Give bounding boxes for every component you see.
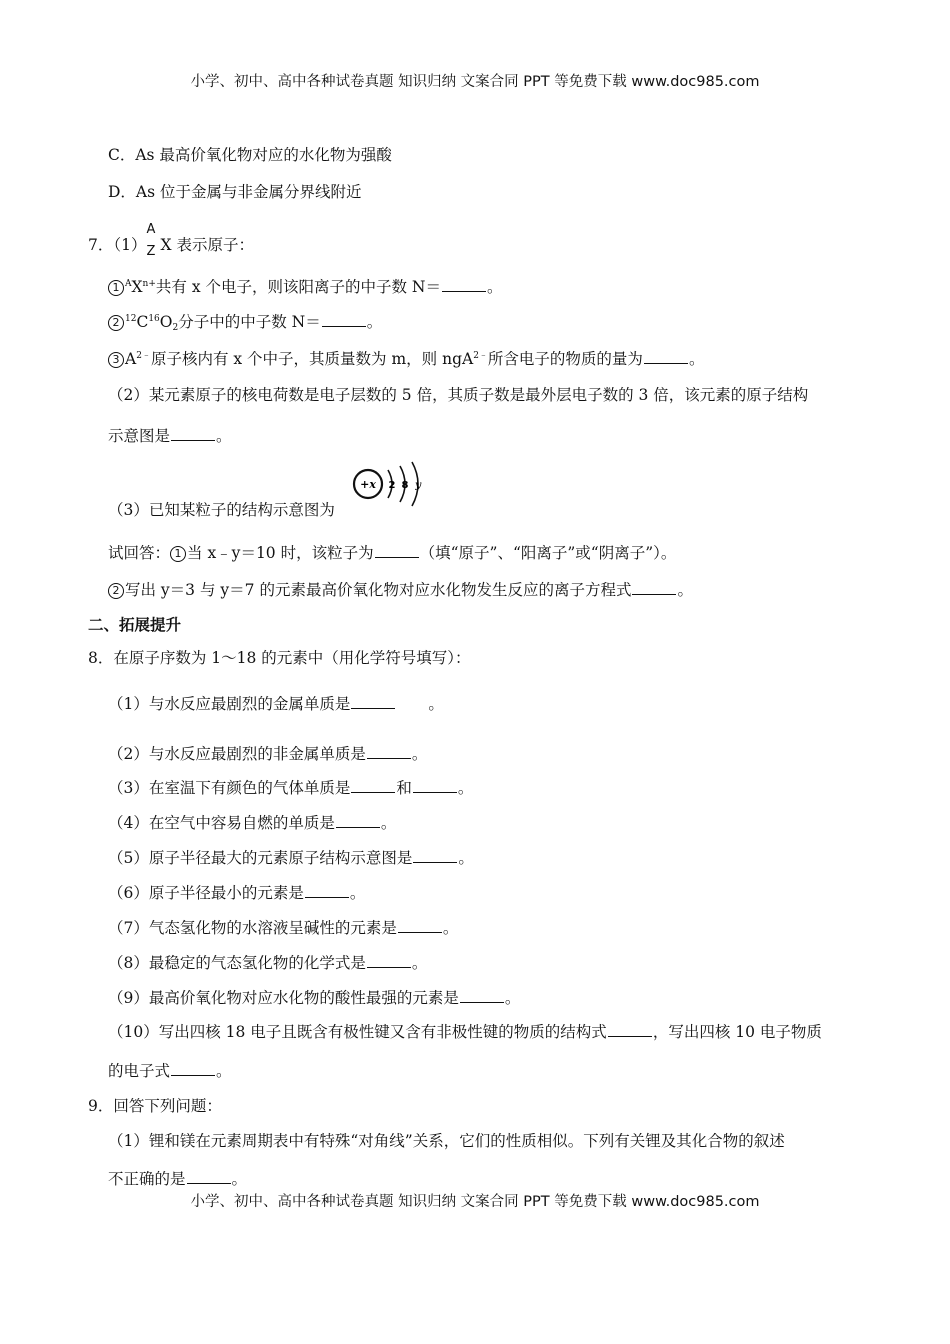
- answer-blank[interactable]: [644, 349, 688, 364]
- q8-item2-end: 。: [411, 745, 428, 763]
- circled-number-icon: 1: [170, 546, 186, 562]
- q8-item10-line2: [108, 1061, 232, 1081]
- q7-item3: [108, 349, 704, 369]
- q7-answer1: [108, 543, 676, 563]
- q8-item3: [108, 778, 473, 798]
- q8-item6-text: （6）原子半径最小的元素是: [108, 884, 304, 902]
- carbon: C: [136, 313, 149, 331]
- sup-charge: 2﹣: [136, 351, 151, 361]
- answer-blank[interactable]: [367, 744, 411, 759]
- q7-part2-line2: [108, 426, 232, 446]
- sup-charge: n+: [142, 279, 156, 289]
- q6-option-c: C．As 最高价氧化物对应的水化物为强酸: [108, 146, 392, 164]
- answer-blank[interactable]: [413, 848, 457, 863]
- answer-blank[interactable]: [442, 277, 486, 292]
- particle-structure-diagram: [350, 460, 430, 510]
- q9-item1-line2: [108, 1169, 247, 1189]
- shell2-electrons: 8: [401, 480, 409, 491]
- q7-part1-line: [88, 222, 254, 262]
- sup-charge-2: 2﹣: [473, 351, 488, 361]
- q8-item3-text: （3）在室温下有颜色的气体单质是: [108, 779, 351, 797]
- answer-blank[interactable]: [608, 1022, 652, 1037]
- q7-item1-end: 。: [486, 278, 503, 296]
- answer-blank[interactable]: [375, 543, 419, 558]
- q8-stem: 8．在原子序数为 1～18 的元素中（用化学符号填写）：: [88, 649, 471, 667]
- shell1-electrons: 2: [388, 480, 396, 491]
- q8-item1-text: （1）与水反应最剧烈的金属单质是: [108, 695, 351, 713]
- q7-item3-text: 所含电子的物质的量为: [487, 350, 643, 368]
- q7-item1-text: 共有 x 个电子，则该阳离子的中子数 N＝: [155, 278, 441, 296]
- ion-x: X: [131, 278, 143, 296]
- sup-16: 16: [148, 314, 160, 324]
- section-title: 二、拓展提升: [88, 615, 182, 634]
- answer-blank[interactable]: [171, 1061, 215, 1076]
- q8-item4-text: （4）在空气中容易自燃的单质是: [108, 814, 335, 832]
- nuclide-symbol: [146, 222, 160, 262]
- q9-item1-text: 不正确的是: [108, 1170, 186, 1188]
- q8-item4-end: 。: [380, 814, 397, 832]
- q8-item2-text: （2）与水反应最剧烈的非金属单质是: [108, 745, 366, 763]
- shell3-electrons: y: [415, 480, 421, 491]
- q7-answer1-text: 当 x﹣y＝10 时，该粒子为: [187, 544, 374, 562]
- q9-item1-line1: （1）锂和镁在元素周期表中有特殊“对角线”关系，它们的性质相似。下列有关锂及其化合物的叙述: [108, 1132, 785, 1150]
- q8-item9-end: 。: [504, 989, 521, 1007]
- nucleus-charge-label: +x: [360, 478, 376, 491]
- circled-number-icon: 3: [108, 352, 124, 368]
- q7-number: 7．（1）: [88, 236, 147, 254]
- q8-item10-text-b: ，写出四核 10 电子物质: [652, 1023, 822, 1041]
- sup-12: 12: [125, 314, 137, 324]
- q8-item7: [108, 918, 458, 938]
- answer-blank[interactable]: [460, 988, 504, 1003]
- ion-a: A: [125, 350, 137, 368]
- q9-stem: 9．回答下列问题：: [88, 1097, 222, 1115]
- q7-item2-text: 分子中的中子数 N＝: [178, 313, 321, 331]
- q7-item3-mid: 原子核内有 x 个中子，其质量数为 m，则 ngA: [150, 350, 474, 368]
- q8-item9-text: （9）最高价氧化物对应水化物的酸性最强的元素是: [108, 989, 459, 1007]
- page-footer: 小学、初中、高中各种试卷真题 知识归纳 文案合同 PPT 等免费下载 www.doc985.com: [190, 1194, 760, 1210]
- answer-blank[interactable]: [367, 953, 411, 968]
- sub-2: 2: [172, 323, 179, 333]
- oxygen: O: [159, 313, 173, 331]
- answer-blank[interactable]: [305, 883, 349, 898]
- q7-answer2-end: 。: [677, 581, 693, 599]
- q8-item10-text-c: 的电子式: [108, 1062, 171, 1080]
- answer-blank[interactable]: [336, 813, 380, 828]
- q7-part2-text: 示意图是: [108, 427, 171, 445]
- q6-option-d: D．As 位于金属与非金属分界线附近: [108, 183, 362, 201]
- q8-item9: [108, 988, 520, 1008]
- q8-item4: [108, 813, 396, 833]
- mass-number-label: A: [146, 222, 156, 237]
- q8-item8: [108, 953, 427, 973]
- sup-a: A: [125, 279, 132, 289]
- q8-item7-end: 。: [442, 919, 459, 937]
- q8-item3-end: 。: [457, 779, 474, 797]
- circled-number-icon: 2: [108, 315, 124, 331]
- q7-item2-end: 。: [366, 313, 383, 331]
- answer-blank[interactable]: [171, 426, 215, 441]
- answer-blank[interactable]: [632, 580, 676, 595]
- q8-item10-end: 。: [216, 1062, 232, 1080]
- answer-blank[interactable]: [351, 694, 395, 709]
- q7-part2-end: 。: [216, 427, 232, 445]
- q7-answer2-text: 写出 y＝3 与 y＝7 的元素最高价氧化物对应水化物发生反应的离子方程式: [125, 581, 632, 599]
- answer-blank[interactable]: [351, 778, 395, 793]
- answer-blank[interactable]: [322, 312, 366, 327]
- q7-answer-prefix: 试回答：: [108, 544, 171, 562]
- q8-item6-end: 。: [349, 884, 366, 902]
- q9-item1-end: 。: [231, 1170, 248, 1188]
- circled-number-icon: 1: [108, 280, 124, 296]
- atomic-number-label: Z: [146, 244, 156, 259]
- q8-item10-line1: [108, 1022, 822, 1042]
- q8-item1: [108, 694, 444, 714]
- answer-blank[interactable]: [413, 778, 457, 793]
- answer-blank[interactable]: [398, 918, 442, 933]
- q8-item1-end: 。: [428, 695, 444, 713]
- q7-answer1-post: （填“原子”、“阳离子”或“阴离子”）。: [419, 544, 677, 562]
- q7-part2-line1: （2）某元素原子的核电荷数是电子层数的 5 倍，其质子数是最外层电子数的 3 倍，该元素的原子结构: [108, 386, 809, 404]
- q7-part3: （3）已知某粒子的结构示意图为: [108, 501, 335, 519]
- q7-answer2: [108, 580, 693, 600]
- q8-item5-text: （5）原子半径最大的元素原子结构示意图是: [108, 849, 413, 867]
- q8-item2: [108, 744, 427, 764]
- q8-item5: [108, 848, 474, 868]
- q8-item5-end: 。: [458, 849, 474, 867]
- q8-item3-mid: 和: [396, 779, 412, 797]
- q8-item8-end: 。: [411, 954, 428, 972]
- q8-item8-text: （8）最稳定的气态氢化物的化学式是: [108, 954, 366, 972]
- q7-item2: [108, 312, 382, 332]
- q7-item3-end: 。: [688, 350, 705, 368]
- q7-part1-text: X 表示原子：: [160, 236, 254, 254]
- q8-item7-text: （7）气态氢化物的水溶液呈碱性的元素是: [108, 919, 397, 937]
- circled-number-icon: 2: [108, 583, 124, 599]
- answer-blank[interactable]: [187, 1169, 231, 1184]
- q8-item6: [108, 883, 365, 903]
- page-header: 小学、初中、高中各种试卷真题 知识归纳 文案合同 PPT 等免费下载 www.doc985.com: [190, 74, 760, 90]
- q7-item1: [108, 277, 503, 297]
- q8-item10-text-a: （10）写出四核 18 电子且既含有极性键又含有非极性键的物质的结构式: [108, 1023, 607, 1041]
